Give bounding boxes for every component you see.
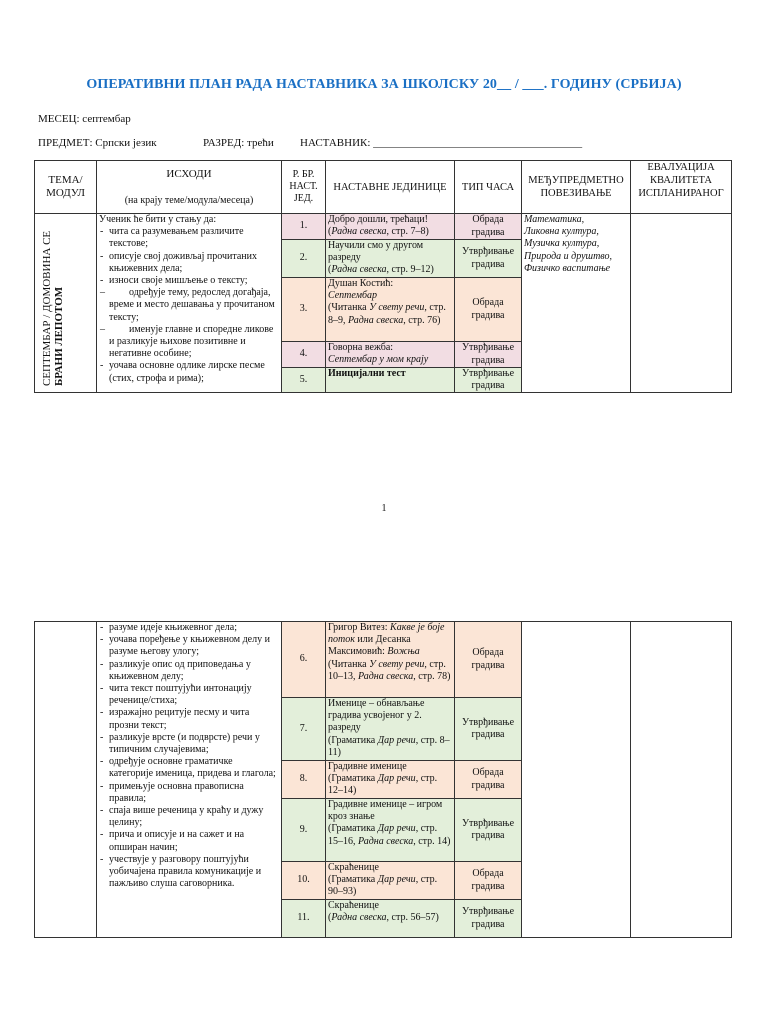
header-units: НАСТАВНЕ ЈЕДИНИЦЕ <box>326 161 455 214</box>
theme-line1: СЕПТЕМБАР / ДОМОВИНА СЕ <box>41 230 53 386</box>
list-item: - уочава основне одлике лирске песме (стих, строфа и рима); <box>109 360 279 384</box>
evaluation-cell <box>631 214 732 393</box>
header-outcomes-sub: (на крају теме/модула/месеца) <box>124 194 254 206</box>
plan-table-page2 <box>34 621 732 938</box>
lesson-type: Обрада градива <box>455 622 522 698</box>
lesson-unit: Добро дошли, трећаци! (Радна свеска, стр. 7–8) <box>326 214 455 240</box>
outcomes-intro: Ученик ће бити у стању да: <box>99 214 217 225</box>
lesson-unit: Скраћенице (Граматика Дар речи, стр. 90–93) <box>326 862 455 900</box>
lesson-type: Обрада градива <box>455 862 522 900</box>
page-number: 1 <box>381 503 387 514</box>
lesson-unit: Градивне именице (Граматика Дар речи, стр. 12–14) <box>326 761 455 799</box>
lesson-unit: Говорна вежба: Септембар у мом крају <box>326 342 455 368</box>
lesson-type: Обрада градива <box>455 278 522 342</box>
lesson-unit: Иницијални тест <box>326 368 455 393</box>
list-item: - примењује основна правописна правила; <box>109 781 279 805</box>
header-outcomes-title: ИСХОДИ <box>166 167 212 180</box>
lesson-type: Утврђивање градива <box>455 698 522 761</box>
grade-label: РАЗРЕД: трећи <box>203 137 274 149</box>
theme-cell <box>35 214 97 393</box>
lesson-number: 1. <box>282 214 326 240</box>
lesson-number: 2. <box>282 240 326 278</box>
lesson-unit: Научили смо у другом разреду (Радна свеска, стр. 9–12) <box>326 240 455 278</box>
lesson-number: 8. <box>282 761 326 799</box>
header-number: Р. БР. НАСТ. ЈЕД. <box>282 161 326 214</box>
list-item: - прича и описује и на сажет и на опширан начин; <box>109 829 279 853</box>
lesson-number: 6. <box>282 622 326 698</box>
lesson-unit: Скраћенице (Радна свеска, стр. 56–57) <box>326 900 455 938</box>
list-item: - описује свој доживљај прочитаних књижевних дела; <box>109 251 279 275</box>
theme-cell <box>35 622 97 938</box>
lesson-number: 10. <box>282 862 326 900</box>
month-line: МЕСЕЦ: септембар <box>38 113 131 125</box>
header-correlation: МЕЂУПРЕДМЕТНО ПОВЕЗИВАЊЕ <box>522 161 631 214</box>
teacher-label: НАСТАВНИК: ______________________________________ <box>300 137 583 149</box>
lesson-unit: Именице – обнављање градива усвојеног у 2. разреду (Граматика Дар речи, стр. 8–11) <box>326 698 455 761</box>
outcomes-list <box>99 622 279 890</box>
lesson-type: Утврђивање градива <box>455 240 522 278</box>
outcomes-cell <box>97 622 282 938</box>
lesson-number: 7. <box>282 698 326 761</box>
list-item: - износи своје мишљење о тексту; <box>109 275 279 287</box>
list-item: - разликује опис од приповедања у књижевном делу; <box>109 659 279 683</box>
header-outcomes <box>97 161 282 214</box>
lesson-number: 4. <box>282 342 326 368</box>
outcomes-cell <box>97 214 282 393</box>
list-item: - учествује у разговору поштујући уобичајена правила комуникације и пажљиво слуша саговорника. <box>109 854 279 891</box>
lesson-unit: Градивне именице – игром кроз знање (Граматика Дар речи, стр. 15–16, Радна свеска, стр. 14) <box>326 799 455 862</box>
theme-line2: БРАНИ ЛЕПОТОМ <box>53 286 65 386</box>
table-row <box>35 622 732 698</box>
list-item: – одређује тему, редослед догађаја, време и место дешавања у прочитаном тексту; <box>109 287 279 324</box>
page-title: ОПЕРАТИВНИ ПЛАН РАДА НАСТАВНИКА ЗА ШКОЛСКУ 20__ / ___. ГОДИНУ (СРБИЈА) <box>86 77 682 92</box>
list-item: - разуме идеје књижевног дела; <box>109 622 279 634</box>
plan-table-page1 <box>34 160 732 393</box>
list-item: - уочава поређење у књижевном делу и разуме његову улогу; <box>109 634 279 658</box>
evaluation-cell <box>631 622 732 938</box>
list-item: – именује главне и споредне ликове и разликује њихове позитивне и негативне особине; <box>109 324 279 361</box>
list-item: - спаја више реченица у краћу и дужу целину; <box>109 805 279 829</box>
lesson-number: 5. <box>282 368 326 393</box>
list-item: - изражајно рецитује песму и чита прозни текст; <box>109 707 279 731</box>
theme-text <box>41 231 53 386</box>
lesson-number: 11. <box>282 900 326 938</box>
table-header-row <box>35 161 732 214</box>
lesson-type: Обрада градива <box>455 214 522 240</box>
lesson-unit: Григор Витез: Какве је боје поток или Десанка Максимовић: Вожња (Читанка У свету речи, стр. 10–13, Радна свеска, стр. 78) <box>326 622 455 698</box>
header-theme: ТЕМА/ МОДУЛ <box>35 161 97 214</box>
correlation-cell <box>522 622 631 938</box>
outcomes-list <box>99 226 279 385</box>
lesson-type: Утврђивање градива <box>455 342 522 368</box>
list-item: - чита текст поштујући интонацију реченице/стиха; <box>109 683 279 707</box>
lesson-type: Утврђивање градива <box>455 368 522 393</box>
lesson-number: 3. <box>282 278 326 342</box>
header-evaluation: ЕВАЛУАЦИЈА КВАЛИТЕТА ИСПЛАНИРАНОГ <box>631 161 732 214</box>
lesson-number: 9. <box>282 799 326 862</box>
lesson-type: Обрада градива <box>455 761 522 799</box>
lesson-type: Утврђивање градива <box>455 900 522 938</box>
lesson-type: Утврђивање градива <box>455 799 522 862</box>
table-row <box>35 214 732 240</box>
list-item: - разликује врсте (и подврсте) речи у типичним случајевима; <box>109 732 279 756</box>
list-item: - чита са разумевањем различите текстове; <box>109 226 279 250</box>
lesson-unit: Душан Костић: Септембар (Читанка У свету речи, стр. 8–9, Радна свеска, стр. 76) <box>326 278 455 342</box>
theme-text-2 <box>53 287 65 386</box>
header-type: ТИП ЧАСА <box>455 161 522 214</box>
list-item: - одређује основне граматичке категорије именица, придева и глагола; <box>109 756 279 780</box>
subject-line <box>38 137 582 149</box>
subject-label: ПРЕДМЕТ: Српски језик <box>38 137 157 149</box>
correlation-cell: Математика, Ликовна култура, Музичка култура, Природа и друштво, Физичко васпитање <box>522 214 631 393</box>
